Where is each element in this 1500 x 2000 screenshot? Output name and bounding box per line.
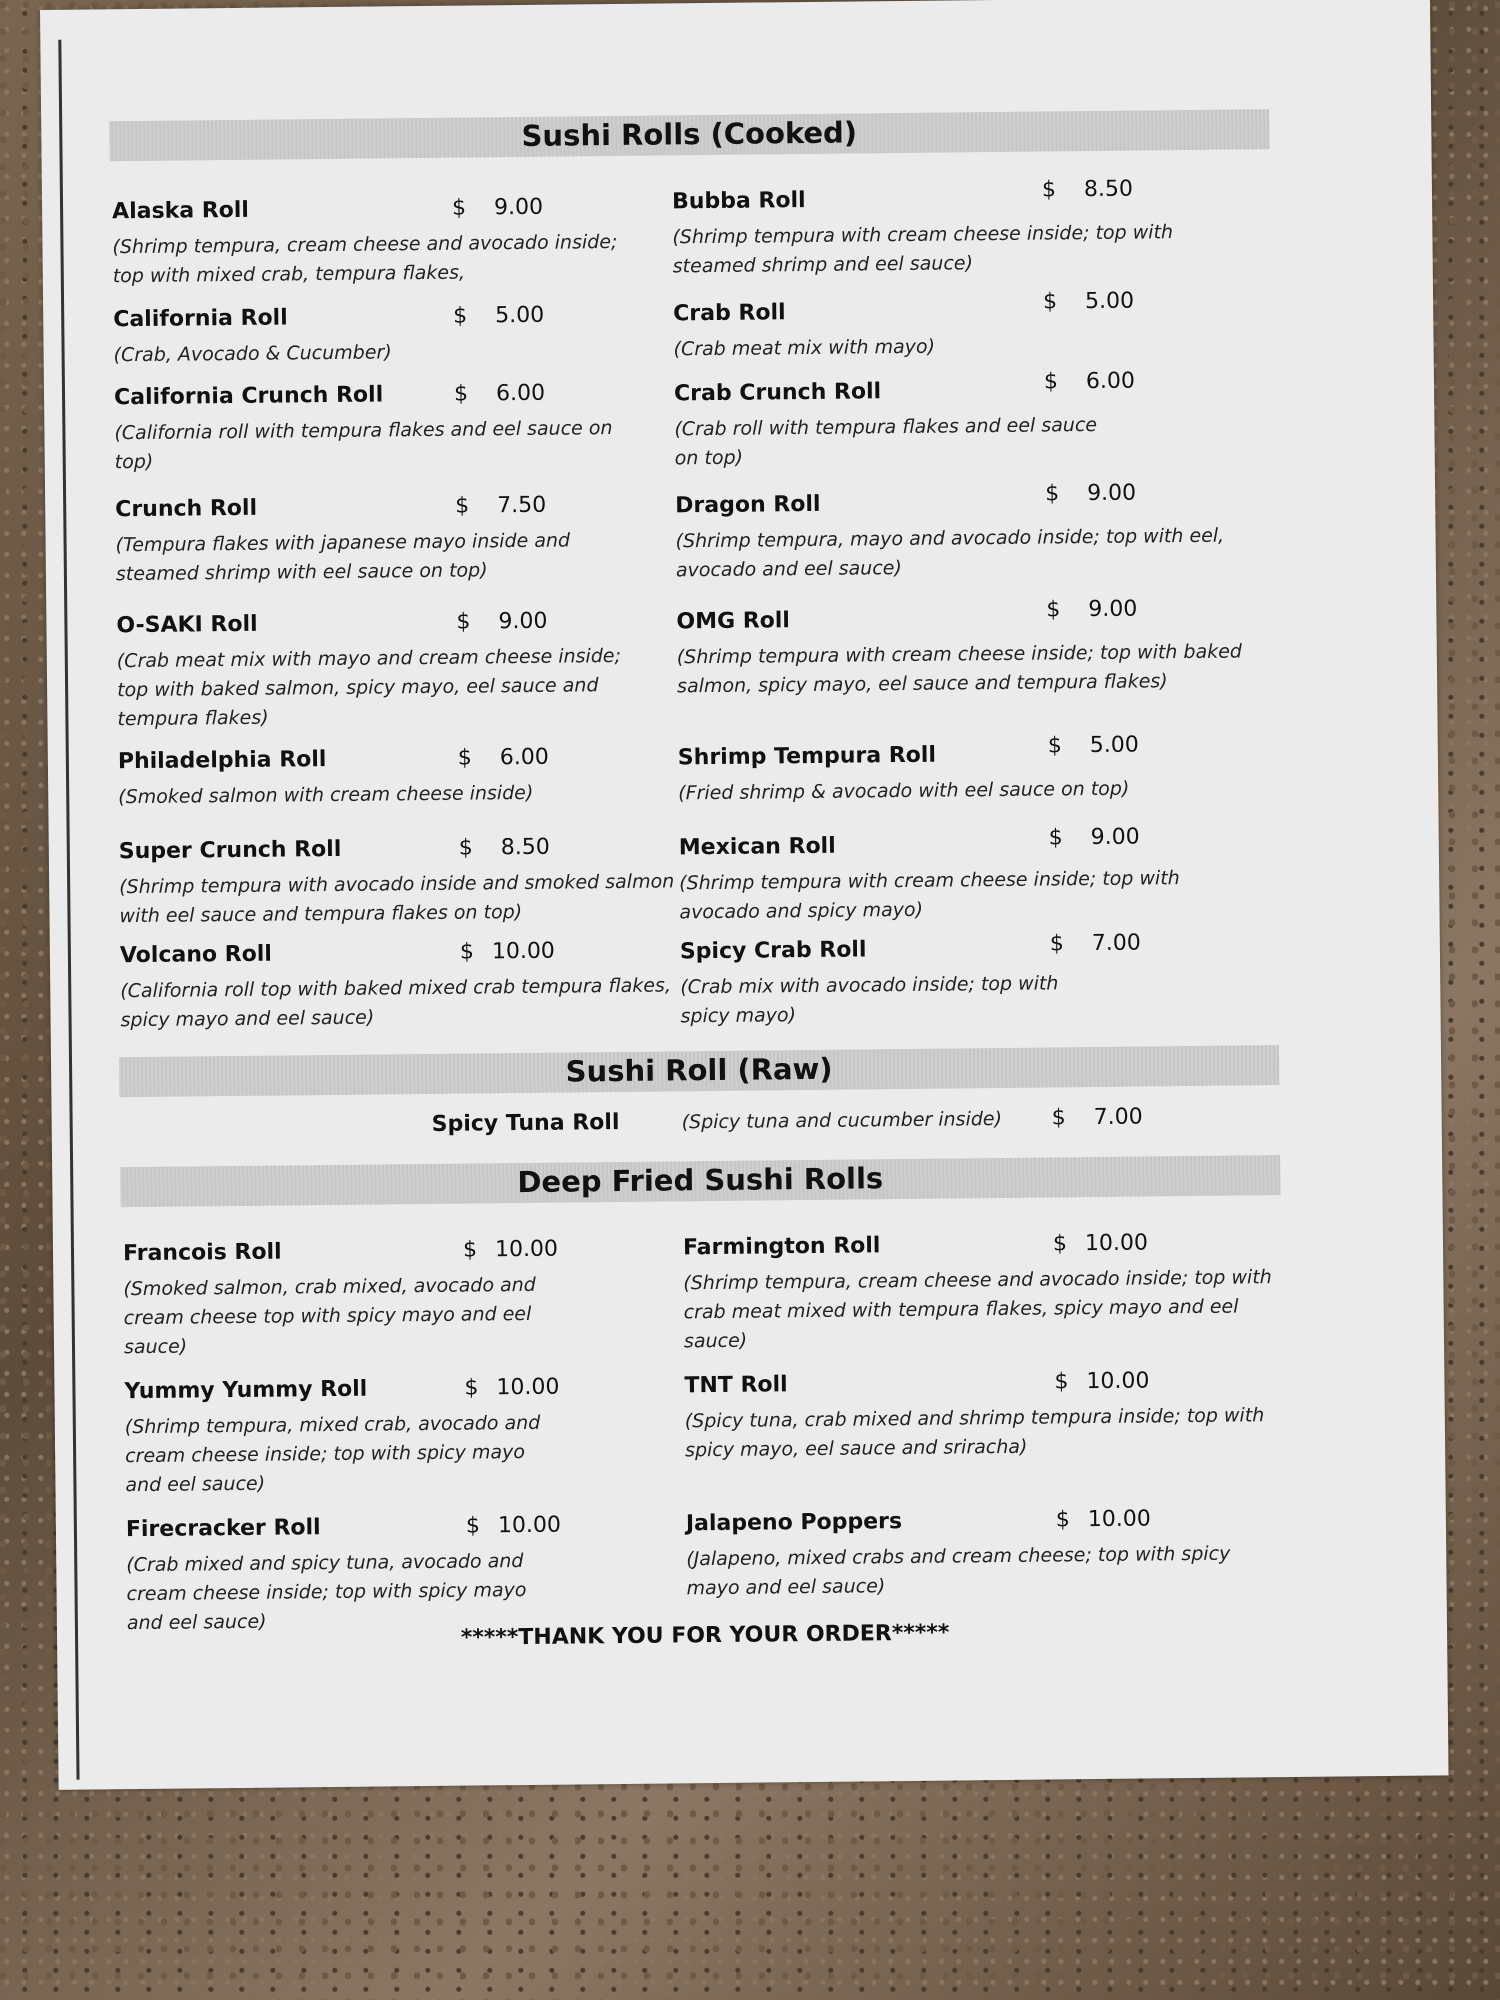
item-description: (Smoked salmon, crab mixed, avocado and cream cheese top with spicy mayo and eel sauce) (123, 1273, 536, 1359)
item-price: 10.00 (1087, 1506, 1151, 1533)
menu-paper (40, 0, 1449, 1790)
menu-item (676, 596, 1243, 698)
item-description: (Fried shrimp & avocado with eel sauce on top) (678, 777, 1130, 805)
item-description: (Shrimp tempura with cream cheese inside; top with steamed shrimp and eel sauce) (672, 221, 1174, 278)
item-name: California Crunch Roll (113, 382, 384, 411)
item-price: 9.00 (1090, 824, 1140, 851)
thank-you-footer: *****THANK YOU FOR YOUR ORDER***** (460, 1620, 950, 1651)
item-name: Philadelphia Roll (117, 747, 327, 775)
menu-item (116, 608, 656, 731)
item-dollar-sign: $ (1054, 1369, 1069, 1395)
menu-item (678, 824, 1219, 924)
item-price: 8.50 (500, 834, 550, 861)
item-description: (Crab meat mix with mayo and cream cheese inside; top with baked salmon, spicy mayo, eel sauce and tempura flakes) (116, 644, 622, 731)
item-dollar-sign: $ (1049, 931, 1064, 957)
item-name: Farmington Roll (682, 1233, 881, 1261)
item-description: (Crab roll with tempura flakes and eel sauce on top) (674, 413, 1098, 470)
item-name: Mexican Roll (678, 833, 836, 861)
item-description: (Shrimp tempura, cream cheese and avocado inside; top with mixed crab, tempura flakes, (112, 230, 618, 288)
item-price: 10.00 (1084, 1230, 1149, 1257)
item-description: (Crab, Avocado & Cucumber) (113, 341, 392, 367)
item-dollar-sign: $ (1047, 733, 1062, 759)
item-name: Dragon Roll (675, 491, 821, 519)
item-name: Alaska Roll (111, 197, 250, 225)
section-title-cooked: Sushi Rolls (Cooked) (521, 115, 858, 153)
item-name: California Roll (113, 305, 288, 333)
item-name: Spicy Tuna Roll (431, 1109, 620, 1137)
item-description: (Shrimp tempura, mixed crab, avocado and cream cheese inside; top with spicy mayo and eel sauce) (124, 1411, 541, 1497)
item-description: (Tempura flakes with japanese mayo inside and steamed shrimp with eel sauce on top) (115, 529, 571, 586)
item-description: (Smoked salmon with cream cheese inside) (118, 781, 534, 809)
item-dollar-sign: $ (1048, 825, 1063, 851)
menu-item (682, 1230, 1272, 1353)
item-price: 7.00 (1093, 1104, 1143, 1131)
item-description: (Crab mix with avocado inside; top with spicy mayo) (680, 972, 1059, 1028)
item-name: Jalapeno Poppers (685, 1509, 903, 1537)
menu-item (125, 1512, 666, 1635)
item-description: (Spicy tuna and cucumber inside) (681, 1107, 1003, 1134)
item-dollar-sign: $ (453, 303, 468, 329)
menu-item-raw (432, 1103, 1292, 1144)
item-price: 5.00 (1089, 732, 1139, 759)
item-description: (Shrimp tempura with avocado inside and smoked salmon with eel sauce and tempura flakes on top) (119, 870, 675, 928)
item-dollar-sign: $ (465, 1513, 481, 1539)
item-description: (Crab meat mix with mayo) (673, 335, 936, 361)
item-dollar-sign: $ (458, 835, 473, 861)
item-price: 9.00 (493, 194, 544, 221)
item-name: Spicy Crab Roll (679, 937, 867, 965)
menu-item (677, 732, 1218, 805)
item-dollar-sign: $ (1041, 177, 1057, 203)
paper-edge-line (58, 40, 79, 1780)
item-dollar-sign: $ (462, 1237, 478, 1263)
menu-item (122, 1236, 663, 1359)
item-description: (Shrimp tempura with cream cheese inside; top with baked salmon, spicy mayo, eel sauce and tempura flakes) (676, 640, 1243, 698)
menu-item (671, 176, 1212, 278)
item-price: 9.00 (1088, 596, 1138, 623)
item-dollar-sign: $ (1044, 481, 1060, 507)
item-name: Yummy Yummy Roll (124, 1376, 368, 1405)
menu-item (679, 930, 1220, 1028)
item-price: 5.00 (1084, 288, 1135, 315)
menu-item (684, 1368, 1265, 1462)
item-price: 6.00 (495, 380, 546, 407)
menu-item (673, 288, 1213, 361)
item-dollar-sign: $ (451, 195, 467, 221)
item-description: (Shrimp tempura, cream cheese and avocado inside; top with crab meat mixed with tempura flakes, spicy mayo and eel sauce) (683, 1266, 1272, 1353)
item-price: 10.00 (497, 1512, 562, 1539)
item-price: 7.50 (497, 492, 547, 519)
item-name: TNT Roll (684, 1372, 788, 1399)
item-dollar-sign: $ (1055, 1507, 1070, 1533)
menu-item (119, 938, 672, 1032)
item-price: 6.00 (1085, 368, 1136, 395)
item-description: (California roll with tempura flakes and eel sauce on top) (114, 417, 613, 474)
item-description: (California roll top with baked mixed crab tempura flakes, spicy mayo and eel sauce) (120, 974, 672, 1032)
item-price: 9.00 (1086, 480, 1137, 507)
item-dollar-sign: $ (1042, 289, 1058, 315)
section-title-raw: Sushi Roll (Raw) (565, 1051, 833, 1089)
item-description: (Shrimp tempura, mayo and avocado inside; top with eel, avocado and eel sauce) (675, 524, 1225, 582)
item-description: (Spicy tuna, crab mixed and shrimp tempura inside; top with spicy mayo, eel sauce and sriracha) (684, 1404, 1265, 1462)
item-dollar-sign: $ (1051, 1105, 1066, 1131)
menu-item (115, 492, 655, 586)
item-name: Volcano Roll (119, 941, 272, 969)
item-dollar-sign: $ (457, 745, 472, 771)
item-price: 10.00 (1086, 1368, 1150, 1395)
item-price: 10.00 (494, 1236, 559, 1263)
item-dollar-sign: $ (453, 381, 469, 407)
item-price: 6.00 (499, 744, 549, 771)
menu-item (113, 302, 653, 367)
item-price: 10.00 (496, 1374, 560, 1401)
item-description: (Shrimp tempura with cream cheese inside; top with avocado and spicy mayo) (679, 867, 1180, 924)
item-dollar-sign: $ (459, 939, 475, 965)
item-name: O-SAKI Roll (116, 611, 258, 639)
menu-item (673, 368, 1214, 470)
item-dollar-sign: $ (456, 609, 471, 635)
item-dollar-sign: $ (455, 493, 470, 519)
item-dollar-sign: $ (1046, 597, 1061, 623)
menu-item (118, 834, 675, 928)
item-name: Crab Roll (673, 300, 786, 327)
item-name: Francois Roll (122, 1239, 282, 1267)
item-dollar-sign: $ (464, 1375, 479, 1401)
section-title-fried: Deep Fried Sushi Rolls (517, 1161, 884, 1200)
item-dollar-sign: $ (1043, 369, 1059, 395)
item-price: 5.00 (495, 302, 545, 329)
item-description: (Crab mixed and spicy tuna, avocado and cream cheese inside; top with spicy mayo and eel sauce) (126, 1550, 527, 1635)
item-price: 8.50 (1083, 176, 1134, 203)
item-description: (Jalapeno, mixed crabs and cream cheese; top with spicy mayo and eel sauce) (686, 1542, 1231, 1600)
item-price: 7.00 (1091, 930, 1141, 957)
menu-item (124, 1374, 664, 1497)
item-name: Bubba Roll (671, 187, 806, 215)
item-name: Super Crunch Roll (118, 836, 342, 865)
menu-item (111, 194, 652, 288)
item-name: OMG Roll (676, 608, 791, 635)
item-name: Crunch Roll (115, 495, 258, 523)
menu-item (117, 744, 658, 809)
item-price: 10.00 (491, 938, 555, 965)
item-dollar-sign: $ (1052, 1231, 1068, 1257)
menu-item (113, 380, 654, 474)
menu-item (685, 1506, 1231, 1600)
item-name: Shrimp Tempura Roll (677, 742, 937, 771)
menu-item (675, 480, 1225, 582)
item-name: Crab Crunch Roll (673, 379, 882, 407)
item-name: Firecracker Roll (125, 1515, 321, 1543)
item-price: 9.00 (498, 608, 548, 635)
